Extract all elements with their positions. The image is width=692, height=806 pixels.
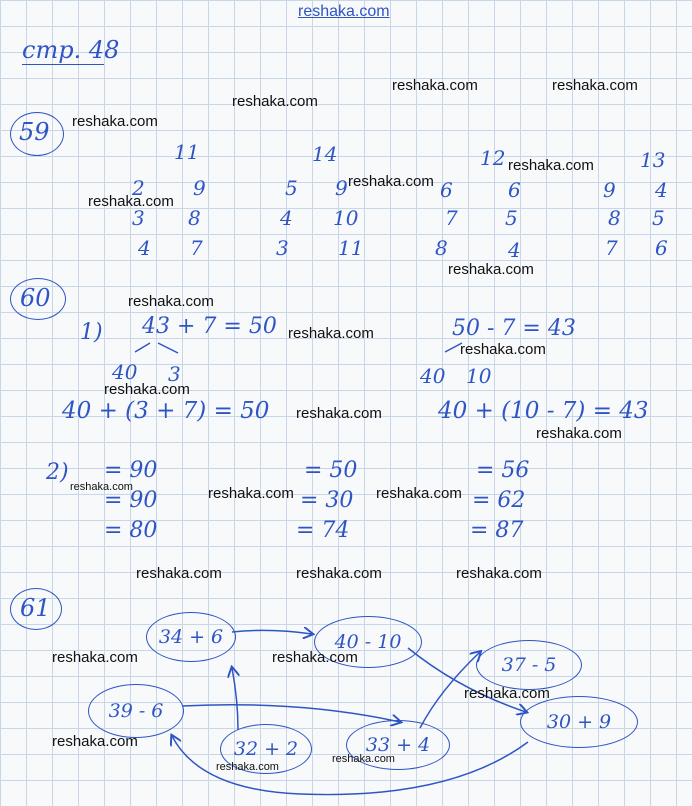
equation-1: 43 + 7 = 50: [142, 314, 277, 339]
group3-row1-b: 6: [508, 178, 521, 202]
expr-32-plus-2: 32 + 2: [220, 724, 312, 774]
task59-number: 59: [19, 118, 50, 146]
watermark: reshaka.com: [348, 173, 434, 190]
watermark: reshaka.com: [104, 381, 190, 398]
answer-1-2: = 90: [104, 488, 158, 513]
group2-row1-b: 9: [335, 176, 348, 200]
group1-row2-a: 3: [132, 206, 145, 230]
group1-row3-b: 7: [190, 236, 203, 260]
watermark: reshaka.com: [460, 341, 546, 358]
equation-2: 50 - 7 = 43: [452, 316, 576, 341]
group2-total: 14: [312, 142, 338, 166]
watermark: reshaka.com: [232, 93, 318, 110]
group3-row2-b: 5: [505, 206, 518, 230]
watermark: reshaka.com: [52, 733, 138, 750]
task61-number: 61: [20, 594, 51, 622]
expr-37-minus-5: 37 - 5: [476, 640, 582, 690]
group3-total: 12: [480, 146, 506, 170]
expr-39-minus-6: 39 - 6: [88, 684, 184, 738]
group1-row3-a: 4: [138, 236, 151, 260]
answer-2-2: = 30: [300, 488, 354, 513]
result-2: 40 + (10 - 7) = 43: [438, 398, 649, 424]
group3-row3-a: 8: [435, 236, 448, 260]
split2-a: 40: [420, 364, 446, 388]
header-underline: [22, 64, 104, 65]
answer-1-1: = 90: [104, 458, 158, 483]
watermark: reshaka.com: [128, 293, 214, 310]
watermark: reshaka.com: [392, 77, 478, 94]
part1-label: 1): [80, 320, 103, 345]
part2-label: 2): [46, 460, 69, 485]
group1-total: 11: [174, 140, 200, 164]
group2-row2-b: 10: [333, 206, 359, 230]
result-1: 40 + (3 + 7) = 50: [62, 398, 270, 424]
group4-row2-a: 8: [608, 206, 621, 230]
watermark: reshaka.com: [296, 405, 382, 422]
group3-row2-a: 7: [445, 206, 458, 230]
answer-3-1: = 56: [476, 458, 530, 483]
watermark: reshaka.com: [448, 261, 534, 278]
watermark: reshaka.com: [88, 193, 174, 210]
watermark: reshaka.com: [464, 685, 550, 702]
group2-row3-b: 11: [338, 236, 364, 260]
watermark: reshaka.com: [136, 565, 222, 582]
answer-3-2: = 62: [472, 488, 526, 513]
watermark: reshaka.com: [216, 761, 279, 773]
watermark: reshaka.com: [508, 157, 594, 174]
watermark: reshaka.com: [296, 565, 382, 582]
group4-total: 13: [640, 148, 666, 172]
expr-34-plus-6: 34 + 6: [146, 612, 236, 662]
group3-row1-a: 6: [440, 178, 453, 202]
group4-row3-a: 7: [605, 236, 618, 260]
group1-row2-b: 8: [188, 206, 201, 230]
group4-row1-a: 9: [603, 178, 616, 202]
split2-b: 10: [466, 364, 492, 388]
answer-2-3: = 74: [296, 518, 350, 543]
group4-row1-b: 4: [655, 178, 668, 202]
group1-row1-b: 9: [193, 176, 206, 200]
watermark-top: reshaka.com: [298, 3, 390, 20]
watermark: reshaka.com: [70, 481, 133, 493]
expr-30-plus-9: 30 + 9: [520, 696, 638, 748]
watermark: reshaka.com: [208, 485, 294, 502]
watermark: reshaka.com: [288, 325, 374, 342]
watermark: reshaka.com: [332, 753, 395, 765]
task60-number: 60: [20, 284, 51, 312]
watermark: reshaka.com: [52, 649, 138, 666]
watermark: reshaka.com: [552, 77, 638, 94]
group2-row2-a: 4: [280, 206, 293, 230]
group1-row1-a: 2: [132, 176, 145, 200]
answer-3-3: = 87: [470, 518, 524, 543]
watermark: reshaka.com: [72, 113, 158, 130]
group2-row3-a: 3: [276, 236, 289, 260]
watermark: reshaka.com: [456, 565, 542, 582]
watermark: reshaka.com: [376, 485, 462, 502]
page-header: стр. 48: [22, 36, 120, 64]
expr-40-minus-10: 40 - 10: [314, 616, 422, 668]
watermark: reshaka.com: [536, 425, 622, 442]
group4-row2-b: 5: [652, 206, 665, 230]
answer-2-1: = 50: [304, 458, 358, 483]
watermark: reshaka.com: [272, 649, 358, 666]
group4-row3-b: 6: [655, 236, 668, 260]
group2-row1-a: 5: [285, 176, 298, 200]
group3-row3-b: 4: [508, 238, 521, 262]
split1-b: 3: [168, 362, 181, 386]
expr-33-plus-4: 33 + 4: [346, 720, 450, 770]
split1-a: 40: [112, 360, 138, 384]
answer-1-3: = 80: [104, 518, 158, 543]
